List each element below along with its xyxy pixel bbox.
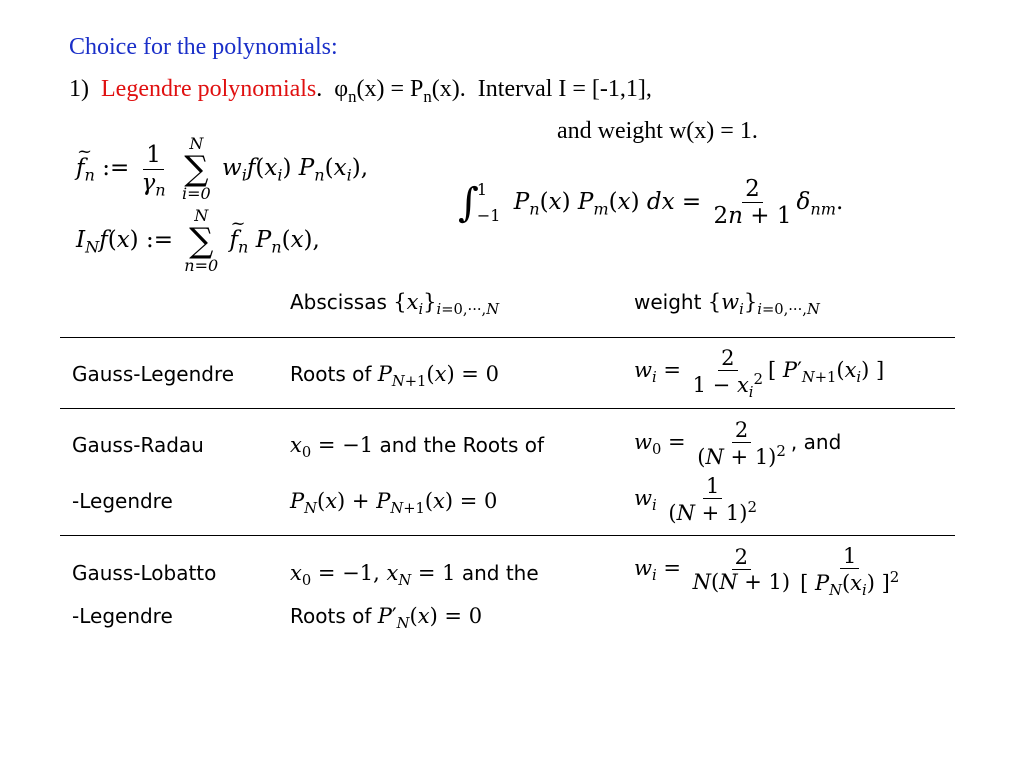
row-gauss-lobatto-weight: $w_i$ = $\frac{2}{N(N + 1)}$ $\frac{1}{[ P_N(x_i) ]^2}$ [634, 544, 900, 600]
item-number: 1) [69, 76, 89, 102]
row-gauss-radau-abscissas-line2: $P_N(x) + P_{N+1}(x) = 0$ [290, 489, 498, 518]
abscissas-label: Abscissas [290, 290, 387, 314]
legendre-polynomials-label: Legendre polynomials [101, 76, 317, 102]
row-gauss-radau-weight-line1: $w_0$ = $\frac{2}{(N + 1)^2}$ , and [634, 418, 842, 470]
row-gauss-radau-name-line1: Gauss-Radau [72, 433, 204, 457]
interval-text: Interval I = [-1,1], [477, 76, 652, 102]
row-gauss-lobatto-name-line2: -Legendre [72, 604, 173, 628]
table-divider [60, 337, 955, 338]
slide-heading: Choice for the polynomials: [69, 34, 338, 60]
weight-column-header: weight $\{w_i\}_{i=0,\cdot\cdot\cdot,N}$ [634, 290, 820, 319]
table-divider [60, 535, 955, 536]
row-gauss-legendre-name: Gauss-Legendre [72, 362, 235, 386]
discrete-transform-equation: ~ $f_n$ := $\frac{1}{\gamma_n}$ N ∑ i=0 $w_if(x_i)$ $P_n(x_i)$, [76, 136, 368, 202]
item-period: . [316, 76, 323, 102]
row-gauss-legendre-weight: $w_i$ = $\frac{2}{1 - x_i^2}$ [ $P'_{N+1}(x_i)$ ] [634, 346, 885, 402]
row-gauss-lobatto-abscissas-line2: Roots of $P'_N(x) = 0$ [290, 604, 483, 633]
weight-definition: and weight w(x) = 1. [557, 118, 758, 144]
row-gauss-lobatto-name-line1: Gauss-Lobatto [72, 561, 217, 585]
basis-definition: $\varphi_n(x) = P_n(x)$. [334, 76, 466, 106]
row-gauss-legendre-abscissas: Roots of $P_{N+1}(x) = 0$ [290, 362, 499, 391]
legendre-definition-line [69, 76, 652, 106]
row-gauss-radau-name-line2: -Legendre [72, 489, 173, 513]
row-gauss-radau-abscissas-line1: $x_0 = -1$ and the Roots of [290, 433, 544, 462]
row-gauss-lobatto-abscissas-line1: $x_0 = -1$, $x_N = 1$ and the [290, 561, 539, 590]
table-divider [60, 408, 955, 409]
row-gauss-radau-weight-line2: $w_i$ $\frac{1}{(N + 1)^2}$ [634, 474, 757, 526]
orthogonality-equation: ∫ 1 −1 $P_n(x)$ $P_m(x)$ dx = $\frac{2}{2n + 1}$ $\delta_{nm}$. [458, 176, 844, 230]
interpolant-equation: $I_Nf(x)$ := N ∑ n=0 ~ $f_n$ $P_n(x)$, [76, 208, 320, 274]
abscissas-column-header: Abscissas $\{x_i\}_{i=0,\cdot\cdot\cdot,N}$ [290, 290, 500, 319]
weight-label: weight [634, 290, 702, 314]
